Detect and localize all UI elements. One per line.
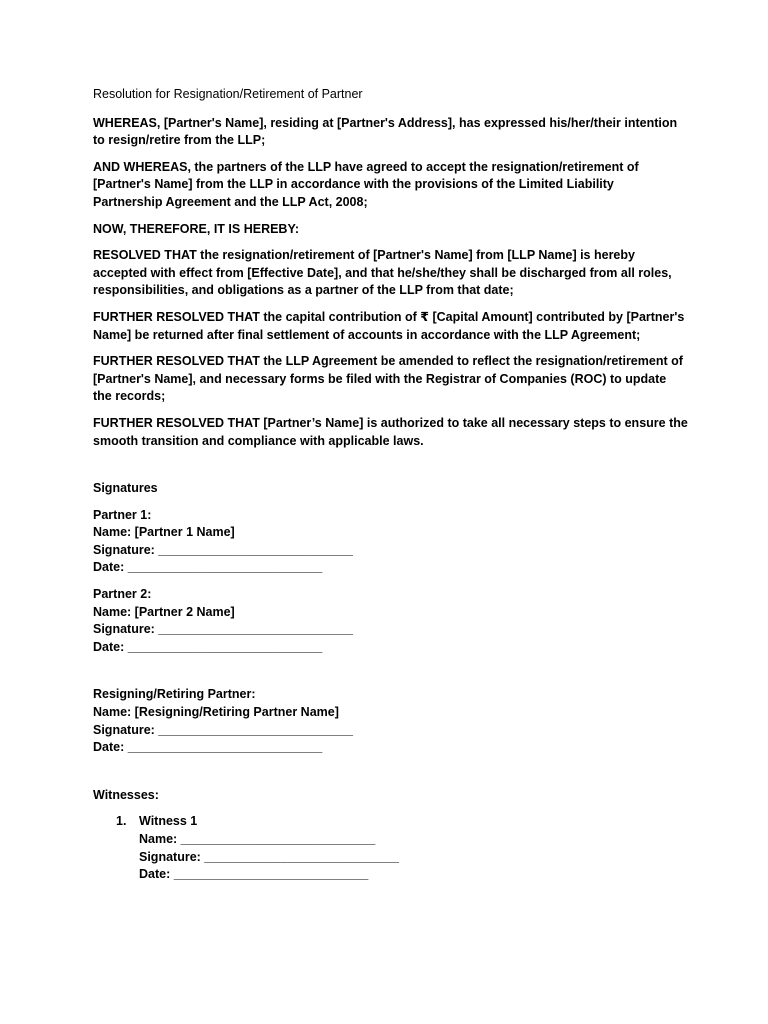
partner-2-signature-block bbox=[93, 586, 680, 656]
paragraph-line: smooth transition and compliance with applicable laws. bbox=[93, 433, 424, 448]
paragraph-line: [Partner's Name] from the LLP in accordance with the provisions of the Limited Liability bbox=[93, 177, 614, 192]
paragraph-line: to resign/retire from the LLP; bbox=[93, 133, 266, 148]
paragraph-line: accepted with effect from [Effective Date], and that he/she/they shall be discharged from all roles, bbox=[93, 265, 672, 280]
further-resolved-amendment-paragraph bbox=[93, 353, 683, 406]
paragraph-line: WHEREAS, [Partner's Name], residing at [Partner's Address], has expressed his/her/their intention bbox=[93, 115, 678, 130]
partner-name-field: Name: [Partner 2 Name] bbox=[93, 604, 235, 619]
witnesses-heading: Witnesses: bbox=[93, 787, 159, 802]
paragraph-line: Name] be returned after final settlement of accounts in accordance with the LLP Agreement; bbox=[93, 327, 641, 342]
signature-field: Signature: ____________________________ bbox=[139, 849, 399, 864]
date-field: Date: ____________________________ bbox=[93, 740, 323, 755]
partner-name-field: Name: [Partner 1 Name] bbox=[93, 525, 235, 540]
paragraph-line: responsibilities, and obligations as a partner of the LLP from that date; bbox=[93, 283, 514, 298]
partner-name-field: Name: [Resigning/Retiring Partner Name] bbox=[93, 705, 339, 720]
date-field: Date: ____________________________ bbox=[139, 867, 369, 882]
signature-field: Signature: ____________________________ bbox=[93, 542, 353, 557]
witness-label: Witness 1 bbox=[139, 814, 198, 829]
paragraph-line: the records; bbox=[93, 389, 166, 404]
resolved-paragraph bbox=[93, 247, 680, 300]
paragraph-line: AND WHEREAS, the partners of the LLP have agreed to accept the resignation/retirement of bbox=[93, 159, 639, 174]
witness-list bbox=[93, 813, 680, 883]
partner-label: Partner 2: bbox=[93, 587, 152, 602]
witness-name-field: Name: ____________________________ bbox=[139, 832, 376, 846]
paragraph-line: RESOLVED THAT the resignation/retirement of [Partner's Name] from [LLP Name] is hereby bbox=[93, 248, 635, 263]
signature-field: Signature: ____________________________ bbox=[93, 622, 353, 637]
partner-1-signature-block bbox=[93, 507, 680, 577]
date-field: Date: ____________________________ bbox=[93, 560, 323, 575]
paragraph-line: FURTHER RESOLVED THAT the capital contribution of ₹ [Capital Amount] contributed by [Partner's bbox=[93, 309, 685, 324]
signatures-heading: Signatures bbox=[93, 481, 158, 496]
paragraph-line: [Partner's Name], and necessary forms be filed with the Registrar of Companies (ROC) to update bbox=[93, 371, 667, 386]
whereas-paragraph bbox=[93, 115, 680, 150]
signature-field: Signature: ____________________________ bbox=[93, 722, 353, 737]
partner-label: Partner 1: bbox=[93, 507, 152, 522]
paragraph-line: FURTHER RESOLVED THAT the LLP Agreement be amended to reflect the resignation/retirement of bbox=[93, 354, 683, 369]
resigning-partner-signature-block bbox=[93, 686, 680, 756]
now-therefore-line: NOW, THEREFORE, IT IS HEREBY: bbox=[93, 221, 300, 236]
paragraph-line: FURTHER RESOLVED THAT [Partner’s Name] is authorized to take all necessary steps to ensure the bbox=[93, 415, 688, 430]
and-whereas-paragraph bbox=[93, 159, 680, 212]
partner-label: Resigning/Retiring Partner: bbox=[93, 687, 256, 702]
list-item bbox=[93, 813, 680, 883]
paragraph-line: Partnership Agreement and the LLP Act, 2008; bbox=[93, 194, 368, 209]
further-resolved-capital-paragraph bbox=[93, 309, 685, 344]
document-title: Resolution for Resignation/Retirement of Partner bbox=[93, 87, 363, 101]
list-number: 1. bbox=[116, 814, 127, 829]
further-resolved-authorization-paragraph bbox=[93, 415, 688, 450]
date-field: Date: ____________________________ bbox=[93, 639, 323, 654]
